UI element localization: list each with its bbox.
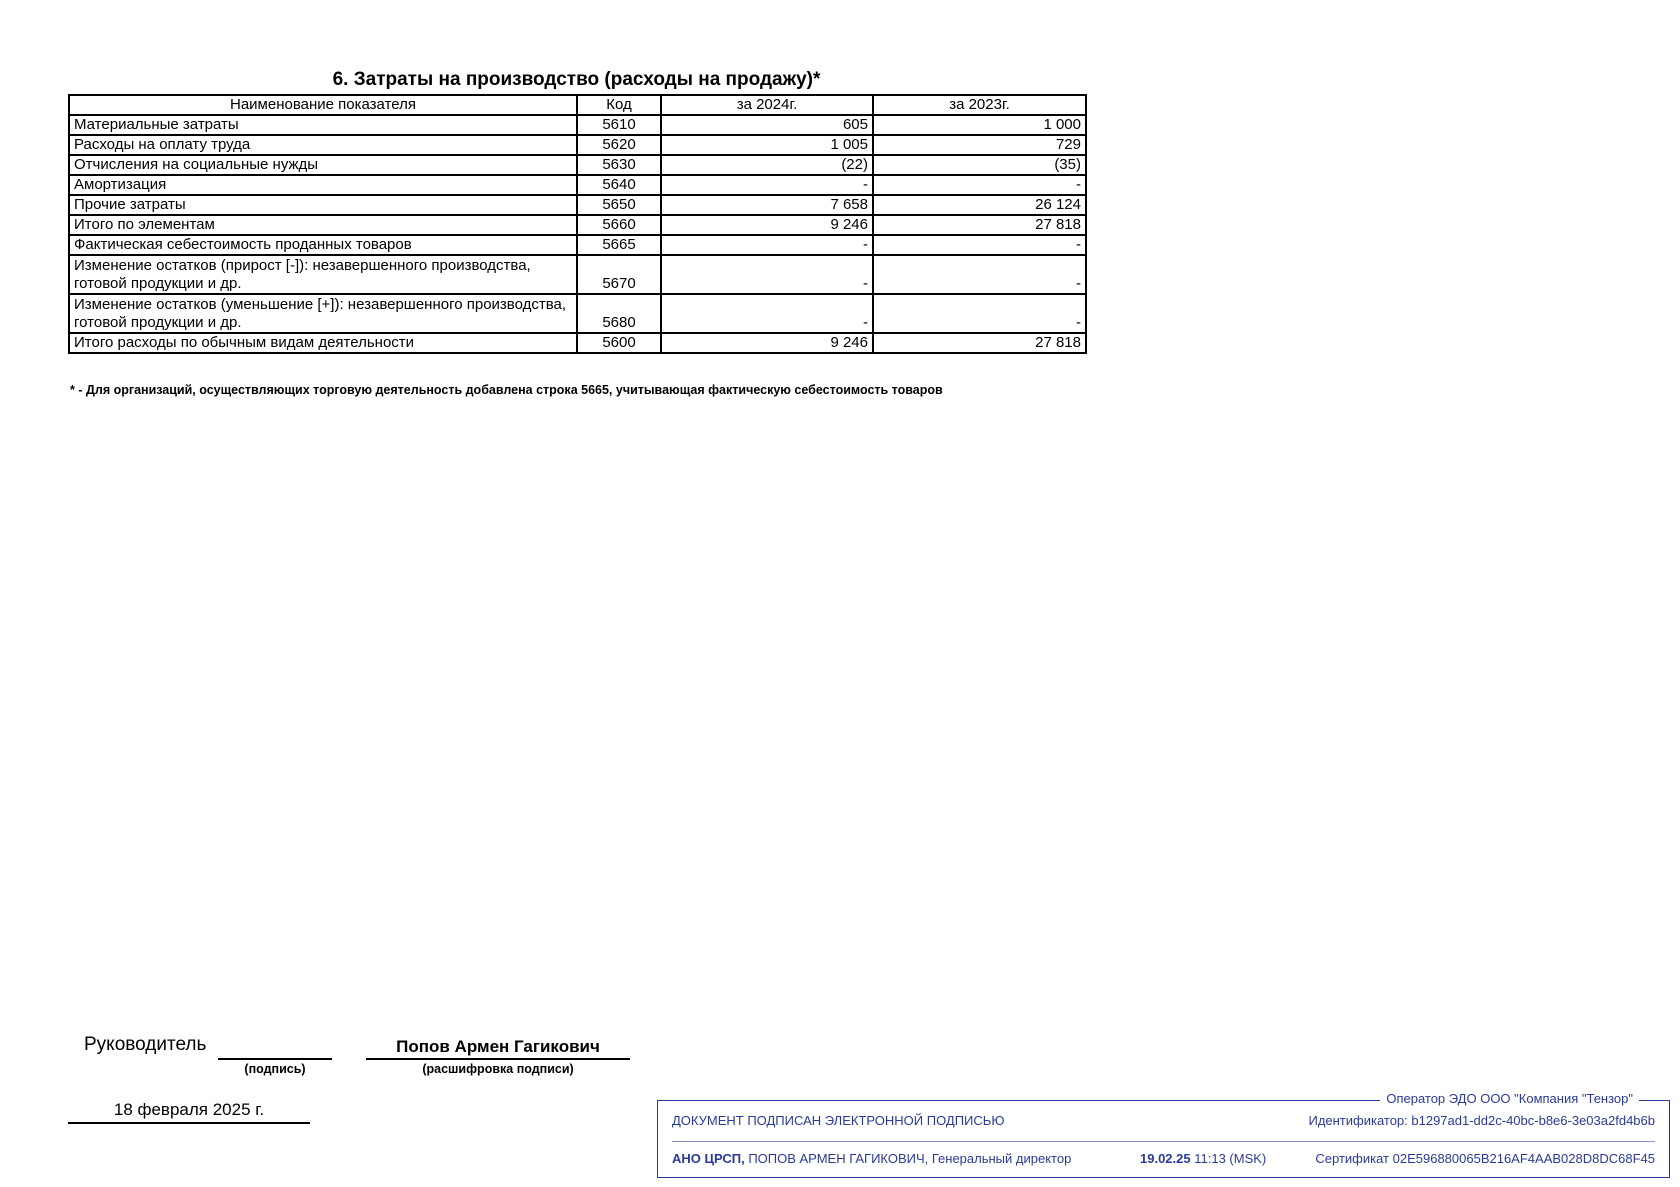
row-value-2023: - bbox=[873, 235, 1086, 255]
row-value-2024: - bbox=[661, 235, 873, 255]
row-value-2024: 7 658 bbox=[661, 195, 873, 215]
row-code: 5620 bbox=[577, 135, 661, 155]
table-row bbox=[69, 255, 1086, 294]
column-header-name: Наименование показателя bbox=[69, 95, 577, 115]
edo-operator: Оператор ЭДО ООО "Компания "Тензор" bbox=[1380, 1091, 1639, 1106]
table-header-row bbox=[69, 95, 1086, 115]
row-name: Изменение остатков (прирост [-]): незавершенного производства, готовой продукции и др. bbox=[69, 255, 577, 294]
column-header-2024: за 2024г. bbox=[661, 95, 873, 115]
row-code: 5610 bbox=[577, 115, 661, 135]
row-name: Расходы на оплату труда bbox=[69, 135, 577, 155]
signer-name: Попов Армен Гагикович bbox=[396, 1037, 600, 1056]
name-caption: (расшифровка подписи) bbox=[422, 1062, 574, 1076]
sign-time: 11:13 (MSK) bbox=[1194, 1151, 1267, 1166]
row-name: Прочие затраты bbox=[69, 195, 577, 215]
row-code: 5650 bbox=[577, 195, 661, 215]
row-name: Изменение остатков (уменьшение [+]): незавершенного производства, готовой продукции и др. bbox=[69, 294, 577, 333]
column-header-2023: за 2023г. bbox=[873, 95, 1086, 115]
row-value-2023: 27 818 bbox=[873, 215, 1086, 235]
certificate-number: Сертификат 02E596880065B216AF4AAB028D8DC68F45 bbox=[1315, 1151, 1655, 1166]
costs-table bbox=[68, 94, 1087, 354]
row-name: Фактическая себестоимость проданных товаров bbox=[69, 235, 577, 255]
signed-notice: ДОКУМЕНТ ПОДПИСАН ЭЛЕКТРОННОЙ ПОДПИСЬЮ bbox=[672, 1113, 1005, 1128]
row-name: Амортизация bbox=[69, 175, 577, 195]
table-row bbox=[69, 235, 1086, 255]
table-row bbox=[69, 135, 1086, 155]
footnote: * - Для организаций, осуществляющих торговую деятельность добавлена строка 5665, учитывающая фактическую себестоимость товаров bbox=[70, 383, 943, 397]
signer-person: ПОПОВ АРМЕН ГАГИКОВИЧ, Генеральный директор bbox=[748, 1151, 1072, 1166]
sign-datetime bbox=[1140, 1151, 1266, 1166]
row-value-2024: 1 005 bbox=[661, 135, 873, 155]
table-row bbox=[69, 195, 1086, 215]
signature-caption: (подпись) bbox=[244, 1062, 306, 1076]
document-identifier: Идентификатор: b1297ad1-dd2c-40bc-b8e6-3e03a2fd4b6b bbox=[1308, 1113, 1655, 1128]
signer-org: АНО ЦРСП, bbox=[672, 1151, 745, 1166]
row-value-2023: 729 bbox=[873, 135, 1086, 155]
name-line bbox=[366, 1058, 630, 1060]
row-name: Итого расходы по обычным видам деятельности bbox=[69, 333, 577, 353]
row-value-2024: - bbox=[661, 175, 873, 195]
table-row bbox=[69, 294, 1086, 333]
signer-role: Руководитель bbox=[84, 1034, 207, 1055]
row-value-2024: 605 bbox=[661, 115, 873, 135]
row-value-2023: - bbox=[873, 255, 1086, 294]
table-row bbox=[69, 155, 1086, 175]
row-value-2024: 9 246 bbox=[661, 333, 873, 353]
row-name: Итого по элементам bbox=[69, 215, 577, 235]
signature-date: 18 февраля 2025 г. bbox=[113, 1100, 265, 1119]
row-value-2024: 9 246 bbox=[661, 215, 873, 235]
row-value-2023: 27 818 bbox=[873, 333, 1086, 353]
section-title: 6. Затраты на производство (расходы на продажу)* bbox=[332, 69, 821, 90]
row-value-2024: - bbox=[661, 294, 873, 333]
row-value-2023: - bbox=[873, 294, 1086, 333]
column-header-code: Код bbox=[577, 95, 661, 115]
row-code: 5665 bbox=[577, 235, 661, 255]
table-row bbox=[69, 333, 1086, 353]
row-code: 5670 bbox=[577, 255, 661, 294]
row-name: Отчисления на социальные нужды bbox=[69, 155, 577, 175]
table-row bbox=[69, 115, 1086, 135]
table-row bbox=[69, 175, 1086, 195]
date-line bbox=[68, 1122, 310, 1124]
row-code: 5600 bbox=[577, 333, 661, 353]
electronic-signature-stamp bbox=[657, 1091, 1670, 1178]
row-value-2024: (22) bbox=[661, 155, 873, 175]
row-value-2023: 1 000 bbox=[873, 115, 1086, 135]
row-code: 5660 bbox=[577, 215, 661, 235]
row-value-2023: - bbox=[873, 175, 1086, 195]
row-code: 5640 bbox=[577, 175, 661, 195]
stamp-divider bbox=[672, 1141, 1655, 1142]
table-row bbox=[69, 215, 1086, 235]
sign-date: 19.02.25 bbox=[1140, 1151, 1191, 1166]
row-value-2024: - bbox=[661, 255, 873, 294]
row-value-2023: (35) bbox=[873, 155, 1086, 175]
row-code: 5630 bbox=[577, 155, 661, 175]
signature-line bbox=[218, 1058, 332, 1060]
row-name: Материальные затраты bbox=[69, 115, 577, 135]
row-code: 5680 bbox=[577, 294, 661, 333]
row-value-2023: 26 124 bbox=[873, 195, 1086, 215]
signer-info bbox=[672, 1151, 1071, 1166]
